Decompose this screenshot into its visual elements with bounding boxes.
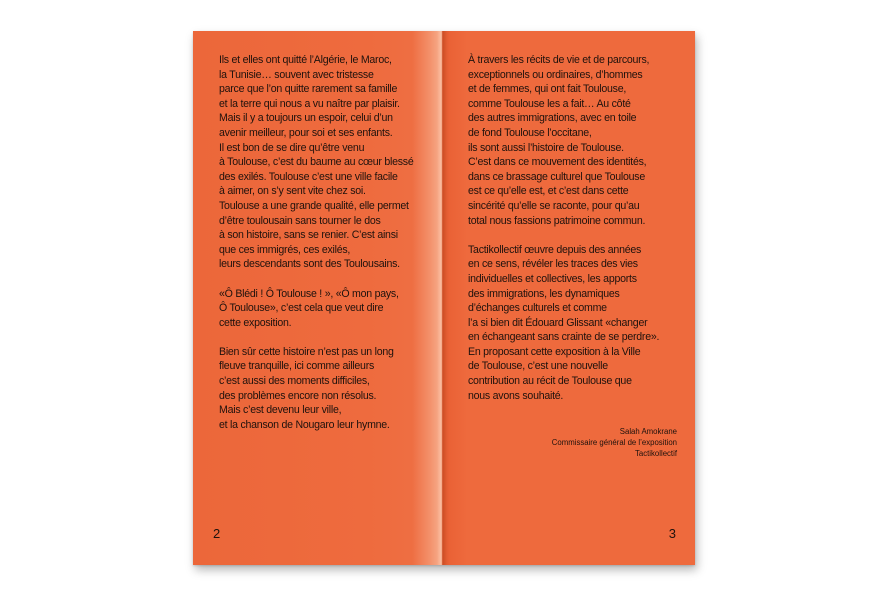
signature-organization: Tactikollectif <box>634 449 677 458</box>
text-line: sincérité qu’elle se raconte, pour qu’au <box>468 199 640 212</box>
text-line: et la terre qui nous a vu naître par plaisir. <box>219 97 400 110</box>
text-line: Tactikollectif œuvre depuis des années <box>468 243 642 256</box>
text-line: En proposant cette exposition à la Ville <box>468 345 641 358</box>
text-line: Mais il y a toujours un espoir, celui d’un <box>219 112 393 125</box>
text-line: avenir meilleur, pour soi et ses enfants. <box>219 126 393 139</box>
text-line: l’a si bien dit Édouard Glissant «changer <box>468 316 648 329</box>
text-line: Mais c’est devenu leur ville, <box>219 404 342 417</box>
signature-block <box>552 426 677 459</box>
right-page <box>442 31 695 565</box>
text-line: exceptionnels ou ordinaires, d’hommes <box>468 68 643 81</box>
text-line: c’est aussi des moments difficiles, <box>219 375 370 388</box>
text-line: Ô Toulouse», c’est cela que veut dire <box>219 302 384 315</box>
page-number-right: 3 <box>668 526 676 541</box>
text-line: leurs descendants sont des Toulousains. <box>219 258 400 271</box>
text-line: de Toulouse, c’est une nouvelle <box>468 360 608 373</box>
text-line: Il est bon de se dire qu’être venu <box>219 141 365 154</box>
text-line: Bien sûr cette histoire n’est pas un long <box>219 345 394 358</box>
text-line: en ce sens, révéler les traces des vies <box>468 258 638 271</box>
text-line: Toulouse a une grande qualité, elle permet <box>219 199 409 212</box>
text-line: des exilés. Toulouse c’est une ville facile <box>219 170 398 183</box>
text-line: «Ô Blédi ! Ô Toulouse ! », «Ô mon pays, <box>219 287 399 300</box>
text-line: individuelles et collectives, les apports <box>468 272 637 285</box>
book-spine-fold <box>437 31 447 565</box>
text-line: à Toulouse, c’est du baume au cœur blessé <box>219 156 414 169</box>
text-line: d’être toulousain sans tourner le dos <box>219 214 381 227</box>
text-line: de fond Toulouse l’occitane, <box>468 126 592 139</box>
text-line: des autres immigrations, avec en toile <box>468 112 637 125</box>
left-page <box>193 31 442 565</box>
text-line: comme Toulouse les a fait… Au côté <box>468 97 631 110</box>
signature-name: Salah Amokrane <box>619 427 677 436</box>
paragraph <box>219 53 413 272</box>
signature-role: Commissaire général de l’exposition <box>551 438 677 447</box>
text-line: en échangeant sans crainte de se perdre». <box>468 331 660 344</box>
text-line: la Tunisie… souvent avec tristesse <box>219 68 374 81</box>
text-line: est ce qu’elle est, et c’est dans cette <box>468 185 629 198</box>
paragraph <box>468 243 659 404</box>
text-line: C’est dans ce mouvement des identités, <box>468 156 647 169</box>
text-line: total nous fassions patrimoine commun. <box>468 214 646 227</box>
text-line: des immigrations, les dynamiques <box>468 287 620 300</box>
text-line: fleuve tranquille, ici comme ailleurs <box>219 360 375 373</box>
text-line: ils sont aussi l’histoire de Toulouse. <box>468 141 624 154</box>
text-line: À travers les récits de vie et de parcours, <box>468 54 650 66</box>
text-line: à son histoire, sans se renier. C’est ainsi <box>219 229 398 242</box>
text-line: cette exposition. <box>219 316 292 329</box>
text-line: Ils et elles ont quitté l’Algérie, le Maroc, <box>219 54 392 66</box>
paragraph <box>219 345 413 433</box>
text-line: parce que l’on quitte rarement sa famille <box>219 83 398 96</box>
text-line: que ces immigrés, ces exilés, <box>219 243 351 256</box>
text-line: des problèmes encore non résolus. <box>219 389 377 402</box>
text-line: à aimer, on s’y sent vite chez soi. <box>219 185 366 198</box>
text-line: et la chanson de Nougaro leur hymne. <box>219 418 390 431</box>
text-line: dans ce brassage culturel que Toulouse <box>468 170 645 183</box>
right-page-text <box>468 53 659 418</box>
paragraph <box>468 53 659 228</box>
text-line: nous avons souhaité. <box>468 389 564 402</box>
open-booklet <box>193 31 695 565</box>
text-line: contribution au récit de Toulouse que <box>468 375 632 388</box>
left-page-text <box>219 53 413 447</box>
text-line: et de femmes, qui ont fait Toulouse, <box>468 83 627 96</box>
text-line: d’échanges culturels et comme <box>468 302 607 315</box>
page-number-left: 2 <box>213 526 221 541</box>
paragraph <box>219 287 413 331</box>
